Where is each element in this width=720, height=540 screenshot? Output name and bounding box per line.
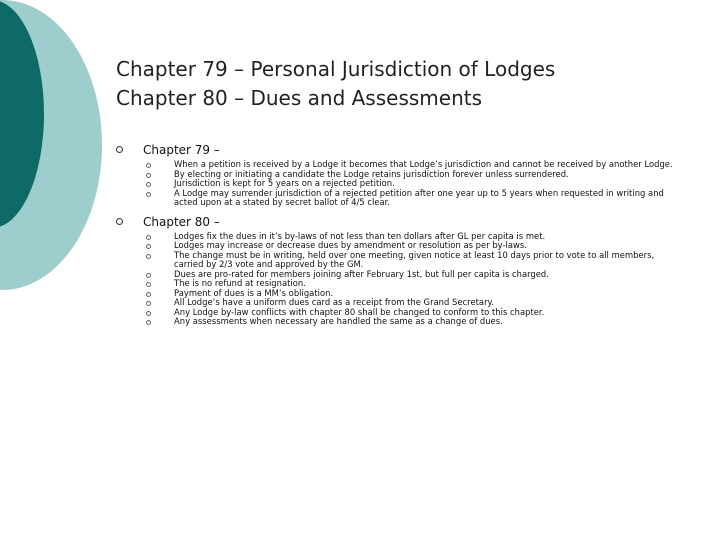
bullet-list <box>116 232 686 327</box>
slide-title-line-2: Chapter 80 – Dues and Assessments <box>116 86 483 110</box>
list-item-text: Dues are pro-rated for members joining after February 1st, but full per capita is charged. <box>174 268 549 279</box>
list-item-text: All Lodge’s have a uniform dues card as a receipt from the Grand Secretary. <box>174 297 494 307</box>
dot-bullet-icon <box>146 244 151 249</box>
list-item <box>116 317 686 327</box>
section-chapter-79 <box>116 142 686 208</box>
list-item-text: Payment of dues is a MM’s obligation. <box>174 287 334 298</box>
dot-bullet-icon <box>146 163 151 168</box>
list-item-text: Lodges may increase or decrease dues by amendment or resolution as per by-laws. <box>174 240 527 250</box>
list-item-text: The is no refund at resignation. <box>174 278 306 288</box>
dot-bullet-icon <box>146 320 151 325</box>
dot-bullet-icon <box>146 292 151 297</box>
slide-title <box>116 55 696 113</box>
slide-title-line-1: Chapter 79 – Personal Jurisdiction of Lodges <box>116 57 556 81</box>
dot-bullet-icon <box>146 192 151 197</box>
list-item-text: Any assessments when necessary are handled the same as a change of dues. <box>174 316 503 326</box>
section-heading-text: Chapter 79 – <box>143 143 220 157</box>
dot-bullet-icon <box>146 254 151 259</box>
dot-bullet-icon <box>146 282 151 287</box>
dot-bullet-icon <box>146 311 151 316</box>
slide-body <box>116 142 686 327</box>
list-item-text: The change must be in writing, held over one meeting, given notice at least 10 days prior to vote to all members, carried by 2/3 vote and approved by the GM. <box>174 249 655 269</box>
list-item-text: By electing or initiating a candidate the Lodge retains jurisdiction forever unless surrendered. <box>174 168 569 179</box>
ring-bullet-icon <box>116 218 123 225</box>
dot-bullet-icon <box>146 173 151 178</box>
section-chapter-80 <box>116 214 686 327</box>
dot-bullet-icon <box>146 182 151 187</box>
bullet-list <box>116 160 686 208</box>
dot-bullet-icon <box>146 301 151 306</box>
section-heading <box>116 142 686 158</box>
list-item <box>116 251 686 270</box>
section-heading-text: Chapter 80 – <box>143 214 220 229</box>
list-item-text: Lodges fix the dues in it’s by-laws of not less than ten dollars after GL per capita is met. <box>174 230 546 241</box>
dot-bullet-icon <box>146 235 151 240</box>
ring-bullet-icon <box>116 146 123 153</box>
list-item-text: Any Lodge by-law conflicts with chapter 80 shall be changed to conform to this chapter. <box>174 306 545 317</box>
section-heading <box>116 214 686 230</box>
dot-bullet-icon <box>146 273 151 278</box>
list-item-text: A Lodge may surrender jurisdiction of a rejected petition after one year up to 5 years when requested in writing and acted upon at a stated by secret ballot of 4/5 clear. <box>174 187 664 207</box>
list-item <box>116 189 686 208</box>
list-item-text: When a petition is received by a Lodge it becomes that Lodge’s jurisdiction and cannot be received by another Lodge. <box>174 159 673 169</box>
list-item-text: Jurisdiction is kept for 5 years on a rejected petition. <box>174 178 395 188</box>
